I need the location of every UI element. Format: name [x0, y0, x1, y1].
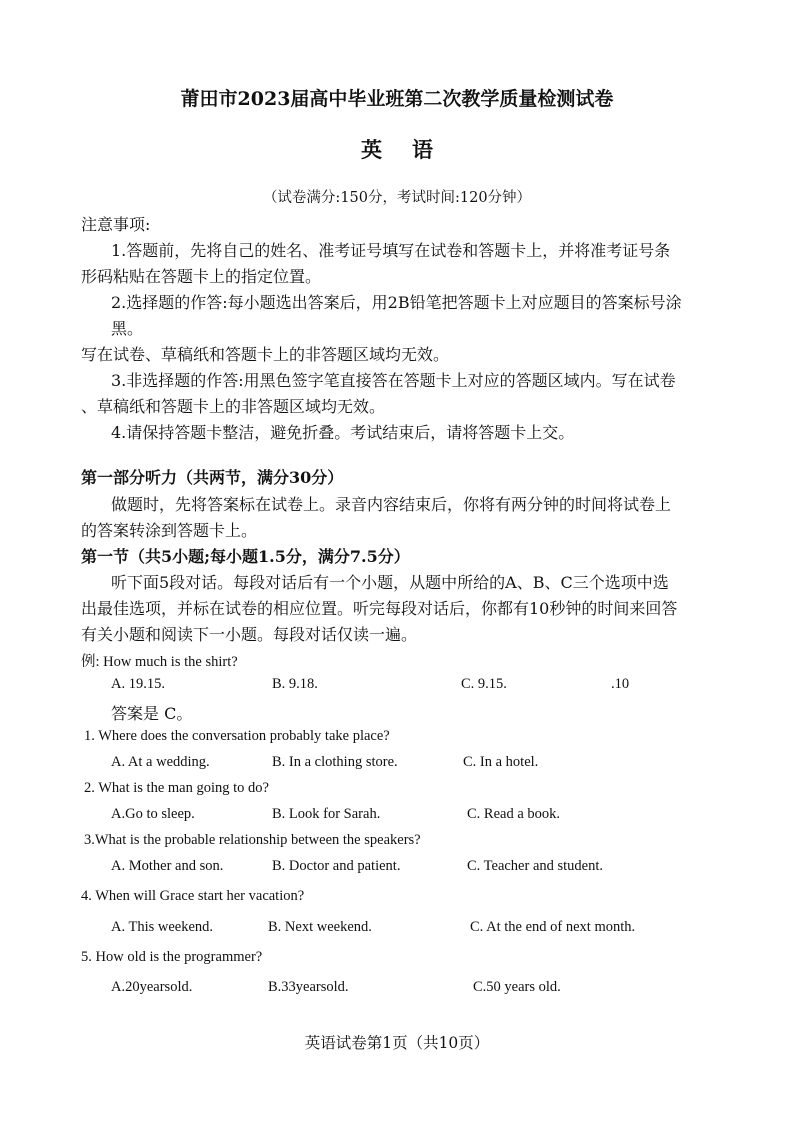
example-extra: .10	[611, 676, 630, 692]
note-2b: 黑。	[111, 319, 144, 338]
question-1-option-a: A. At a wedding.	[111, 754, 210, 770]
note-4: 4.请保持答题卡整洁，避免折叠。考试结束后，请将答题卡上交。	[111, 423, 575, 442]
example-question: 例: How much is the shirt?	[81, 654, 238, 670]
question-3-option-b: B. Doctor and patient.	[272, 858, 401, 874]
question-2-option-b: B. Look for Sarah.	[272, 806, 381, 822]
exam-info: （试卷满分:150分，考试时间:120分钟）	[262, 190, 532, 206]
example-option-c: C. 9.15.	[461, 676, 507, 692]
question-4-option-c: C. At the end of next month.	[470, 919, 636, 935]
question-4-option-a: A. This weekend.	[111, 919, 214, 935]
question-2: 2. What is the man going to do?	[84, 780, 269, 796]
question-3-option-c: C. Teacher and student.	[467, 858, 604, 874]
question-5-option-c: C.50 years old.	[473, 979, 561, 995]
question-3-option-a: A. Mother and son.	[111, 858, 224, 874]
question-4-option-b: B. Next weekend.	[268, 919, 372, 935]
section1-desc-c: 有关小题和阅读下一小题。每段对话仅读一遍。	[81, 625, 418, 644]
note-2c: 写在试卷、草稿纸和答题卡上的非答题区域均无效。	[81, 345, 450, 364]
notes-heading: 注意事项:	[81, 215, 151, 234]
question-5-option-b: B.33yearsold.	[268, 979, 349, 995]
question-5: 5. How old is the programmer?	[81, 949, 263, 965]
note-3a: 3.非选择题的作答:用黑色签字笔直接答在答题卡上对应的答题区域内。写在试卷	[111, 371, 676, 390]
part1-desc-a: 做题时，先将答案标在试卷上。录音内容结束后，你将有两分钟的时间将试卷上	[111, 495, 672, 514]
section1-heading: 第一节（共5小题;每小题1.5分，满分7.5分）	[81, 547, 410, 566]
question-1-option-b: B. In a clothing store.	[272, 754, 398, 770]
section1-desc-b: 出最佳选项，并标在试卷的相应位置。听完每段对话后，你都有10秒钟的时间来回答	[81, 599, 678, 618]
question-2-option-a: A.Go to sleep.	[111, 806, 195, 822]
example-answer: 答案是 C。	[111, 704, 193, 723]
exam-title: 莆田市2023届高中毕业班第二次教学质量检测试卷	[180, 88, 614, 110]
question-2-option-c: C. Read a book.	[467, 806, 561, 822]
note-3b: 、草稿纸和答题卡上的非答题区域均无效。	[81, 397, 386, 416]
example-option-b: B. 9.18.	[272, 676, 318, 692]
page-footer: 英语试卷第1页（共10页）	[304, 1034, 490, 1052]
part1-desc-b: 的答案转涂到答题卡上。	[81, 521, 258, 540]
subject-title: 英语	[361, 137, 463, 162]
question-5-option-a: A.20yearsold.	[111, 979, 193, 995]
section1-desc-a: 听下面5段对话。每段对话后有一个小题，从题中所给的A、B、C三个选项中选	[111, 573, 669, 592]
note-1b: 形码粘贴在答题卡上的指定位置。	[81, 267, 322, 286]
question-3: 3.What is the probable relationship between the speakers?	[84, 832, 421, 848]
question-1-option-c: C. In a hotel.	[463, 754, 539, 770]
example-option-a: A. 19.15.	[111, 676, 165, 692]
part1-heading: 第一部分听力（共两节，满分30分）	[81, 468, 344, 487]
question-1: 1. Where does the conversation probably take place?	[84, 728, 390, 744]
note-1a: 1.答题前，先将自己的姓名、准考证号填写在试卷和答题卡上，并将准考证号条	[111, 241, 671, 260]
note-2a: 2.选择题的作答:每小题选出答案后，用2B铅笔把答题卡上对应题目的答案标号涂	[111, 293, 682, 312]
question-4: 4. When will Grace start her vacation?	[81, 888, 305, 904]
